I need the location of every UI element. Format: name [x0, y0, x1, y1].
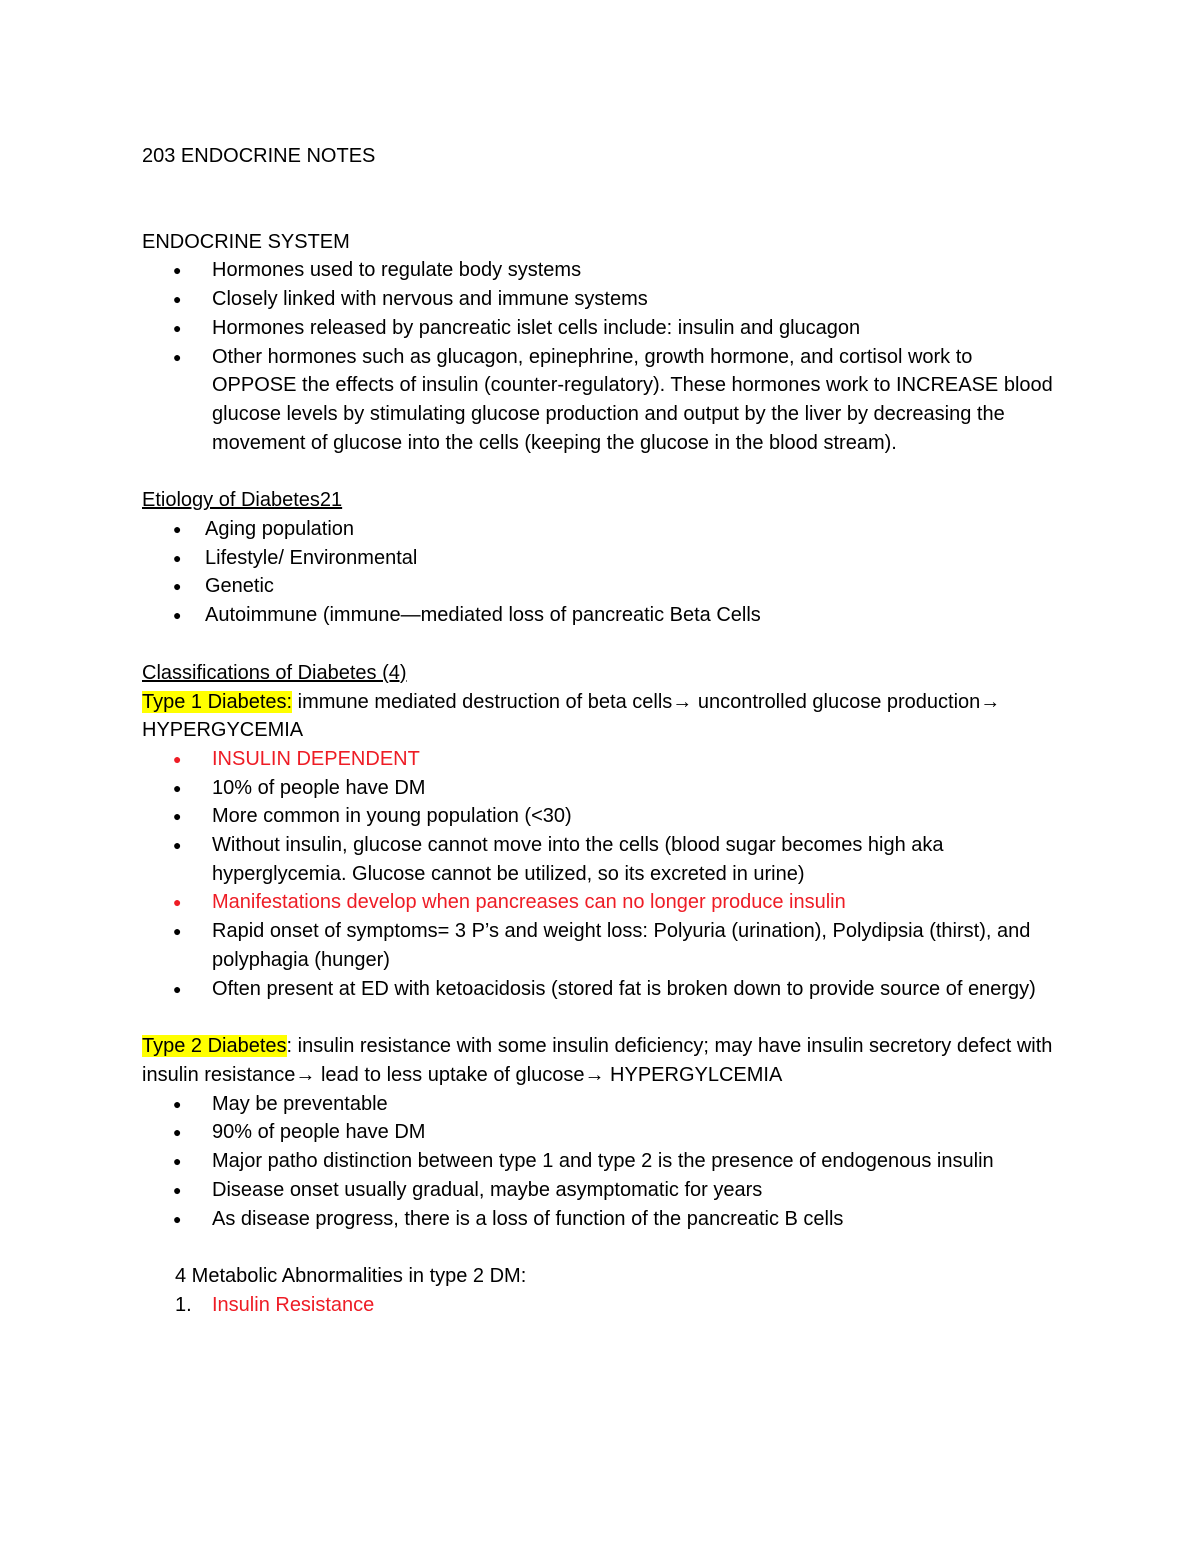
endocrine-heading: ENDOCRINE SYSTEM	[142, 230, 350, 253]
list-item: ● Without insulin, glucose cannot move into the cells (blood sugar becomes high aka hyperglycemia. Glucose cannot be utilized, so its excreted in urine)	[142, 831, 1062, 888]
list-item-text: Insulin Resistance	[212, 1293, 375, 1316]
list-item: ● Manifestations develop when pancreases can no longer produce insulin	[142, 888, 1062, 917]
list-item: ● 90% of people have DM	[142, 1118, 1062, 1147]
list-item: ● Disease onset usually gradual, maybe asymptomatic for years	[142, 1176, 1062, 1205]
type1-list	[142, 745, 1062, 1003]
list-item: ● Rapid onset of symptoms= 3 P’s and weight loss: Polyuria (urination), Polydipsia (thirst), and polyphagia (hunger)	[142, 917, 1062, 974]
type2-text-c: HYPERGYLCEMIA	[604, 1063, 783, 1086]
etiology-list	[142, 515, 1062, 630]
list-item: ● Genetic	[142, 572, 1062, 601]
list-item: ● Autoimmune (immune—mediated loss of pancreatic Beta Cells	[142, 601, 1062, 630]
etiology-heading: Etiology of Diabetes21	[142, 489, 343, 512]
type1-text-a: immune mediated destruction of beta cells	[292, 690, 673, 713]
list-item: ● Other hormones such as glucagon, epinephrine, growth hormone, and cortisol work to OPPOSE the effects of insulin (counter-regulatory). These hormones work to INCREASE blood glucose levels by stimulating glucose production and output by the liver by decreasing the movement of glucose into the cells (keeping the glucose in the blood stream).	[142, 343, 1062, 458]
type1-label: Type 1 Diabetes:	[142, 690, 293, 713]
document-title: 203 ENDOCRINE NOTES	[142, 145, 376, 167]
metabolic-heading: 4 Metabolic Abnormalities in type 2 DM:	[175, 1265, 527, 1288]
arrow-icon: →	[672, 690, 693, 713]
classifications-heading: Classifications of Diabetes (4)	[142, 661, 407, 684]
list-item	[142, 1291, 1062, 1320]
list-item: ● Hormones used to regulate body systems	[142, 256, 1062, 285]
arrow-icon: →	[980, 690, 1001, 713]
list-item: ● May be preventable	[142, 1090, 1062, 1119]
arrow-icon: →	[295, 1063, 316, 1086]
type1-text-c: HYPERGYCEMIA	[142, 719, 304, 742]
type1-paragraph	[142, 688, 1062, 745]
document-body	[142, 142, 1062, 1320]
list-item: ● 10% of people have DM	[142, 774, 1062, 803]
list-item: ● Major patho distinction between type 1 and type 2 is the presence of endogenous insulin	[142, 1147, 1062, 1176]
type2-text-a: : insulin resistance with some insulin deficiency; may have insulin secretory defect with insulin resistance	[142, 1035, 1053, 1086]
type2-label: Type 2 Diabetes	[142, 1035, 287, 1058]
list-item: ● INSULIN DEPENDENT	[142, 745, 1062, 774]
metabolic-list	[142, 1291, 1062, 1320]
list-number: 1.	[175, 1293, 192, 1316]
type2-text-b: lead to less uptake of glucose	[315, 1063, 585, 1086]
list-item: ● Closely linked with nervous and immune systems	[142, 285, 1062, 314]
list-item: ● Aging population	[142, 515, 1062, 544]
arrow-icon: →	[584, 1063, 605, 1086]
list-item: ● Often present at ED with ketoacidosis (stored fat is broken down to provide source of energy)	[142, 975, 1062, 1004]
list-item: ● Hormones released by pancreatic islet cells include: insulin and glucagon	[142, 314, 1062, 343]
list-item: ● As disease progress, there is a loss of function of the pancreatic B cells	[142, 1205, 1062, 1234]
list-item: ● Lifestyle/ Environmental	[142, 544, 1062, 573]
type2-list	[142, 1090, 1062, 1234]
endocrine-list	[142, 256, 1062, 457]
type1-text-b: uncontrolled glucose production	[692, 690, 981, 713]
list-item: ● More common in young population (<30)	[142, 802, 1062, 831]
type2-paragraph	[142, 1032, 1062, 1089]
